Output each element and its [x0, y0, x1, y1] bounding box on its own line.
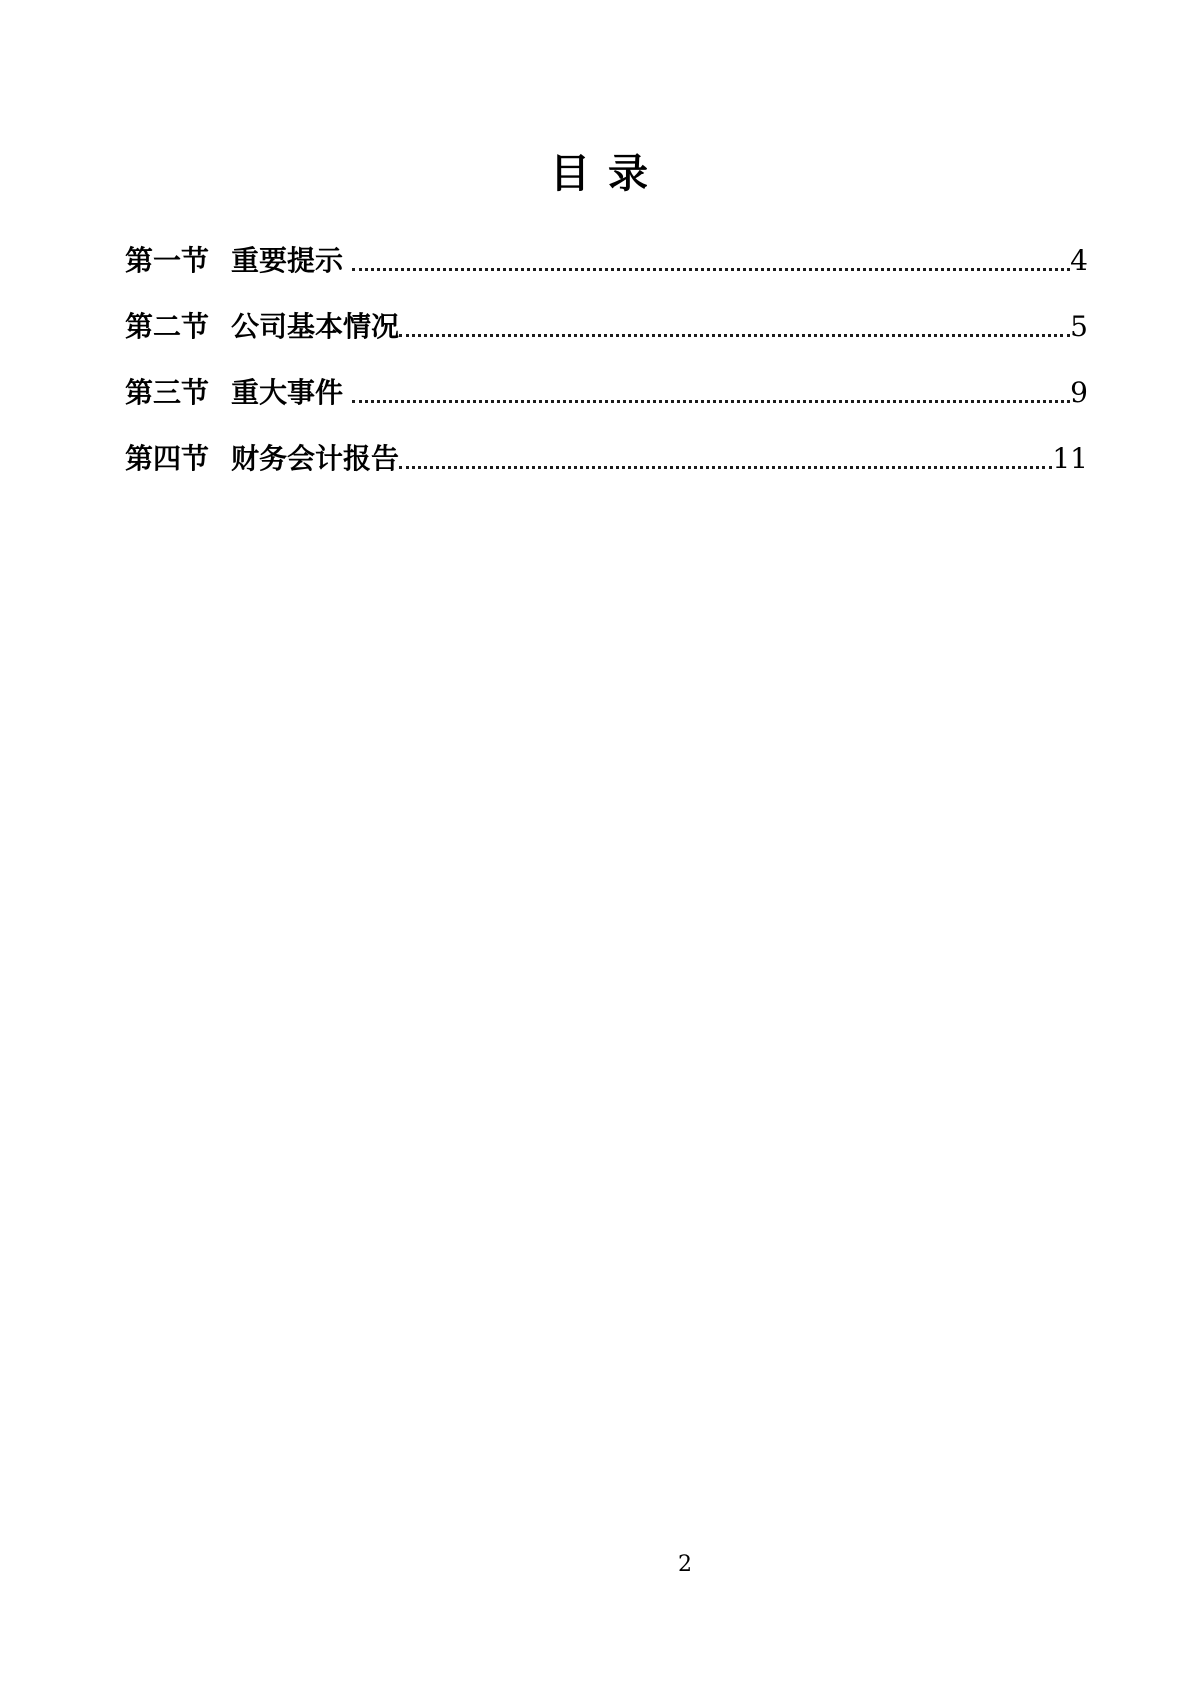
- toc-page-number: 11: [1052, 442, 1088, 475]
- toc-entry[interactable]: [125, 246, 1088, 276]
- toc-entry-title: 重大事件: [231, 376, 344, 409]
- page-title: 目 录: [550, 150, 650, 197]
- toc-page-number: 5: [1070, 310, 1088, 343]
- toc-section-label: 第二节: [125, 310, 210, 343]
- toc-entry-title: 公司基本情况: [231, 310, 400, 343]
- toc-section-label: 第四节: [125, 442, 210, 475]
- dot-leader: [399, 466, 1052, 469]
- footer-page-number: 2: [678, 1552, 692, 1577]
- toc-page-number: 4: [1070, 244, 1088, 277]
- toc-page-number: 9: [1070, 376, 1088, 409]
- toc-entry[interactable]: [125, 378, 1088, 408]
- dot-leader: [352, 268, 1070, 271]
- toc-entry[interactable]: [125, 312, 1088, 342]
- toc-entry-title: 财务会计报告: [231, 442, 400, 475]
- toc-section-label: 第一节: [125, 244, 210, 277]
- toc-section-label: 第三节: [125, 376, 210, 409]
- dot-leader: [399, 334, 1070, 337]
- dot-leader: [352, 400, 1070, 403]
- toc-entry-title: 重要提示: [231, 244, 344, 277]
- table-of-contents: [125, 246, 1088, 510]
- toc-entry[interactable]: [125, 444, 1088, 474]
